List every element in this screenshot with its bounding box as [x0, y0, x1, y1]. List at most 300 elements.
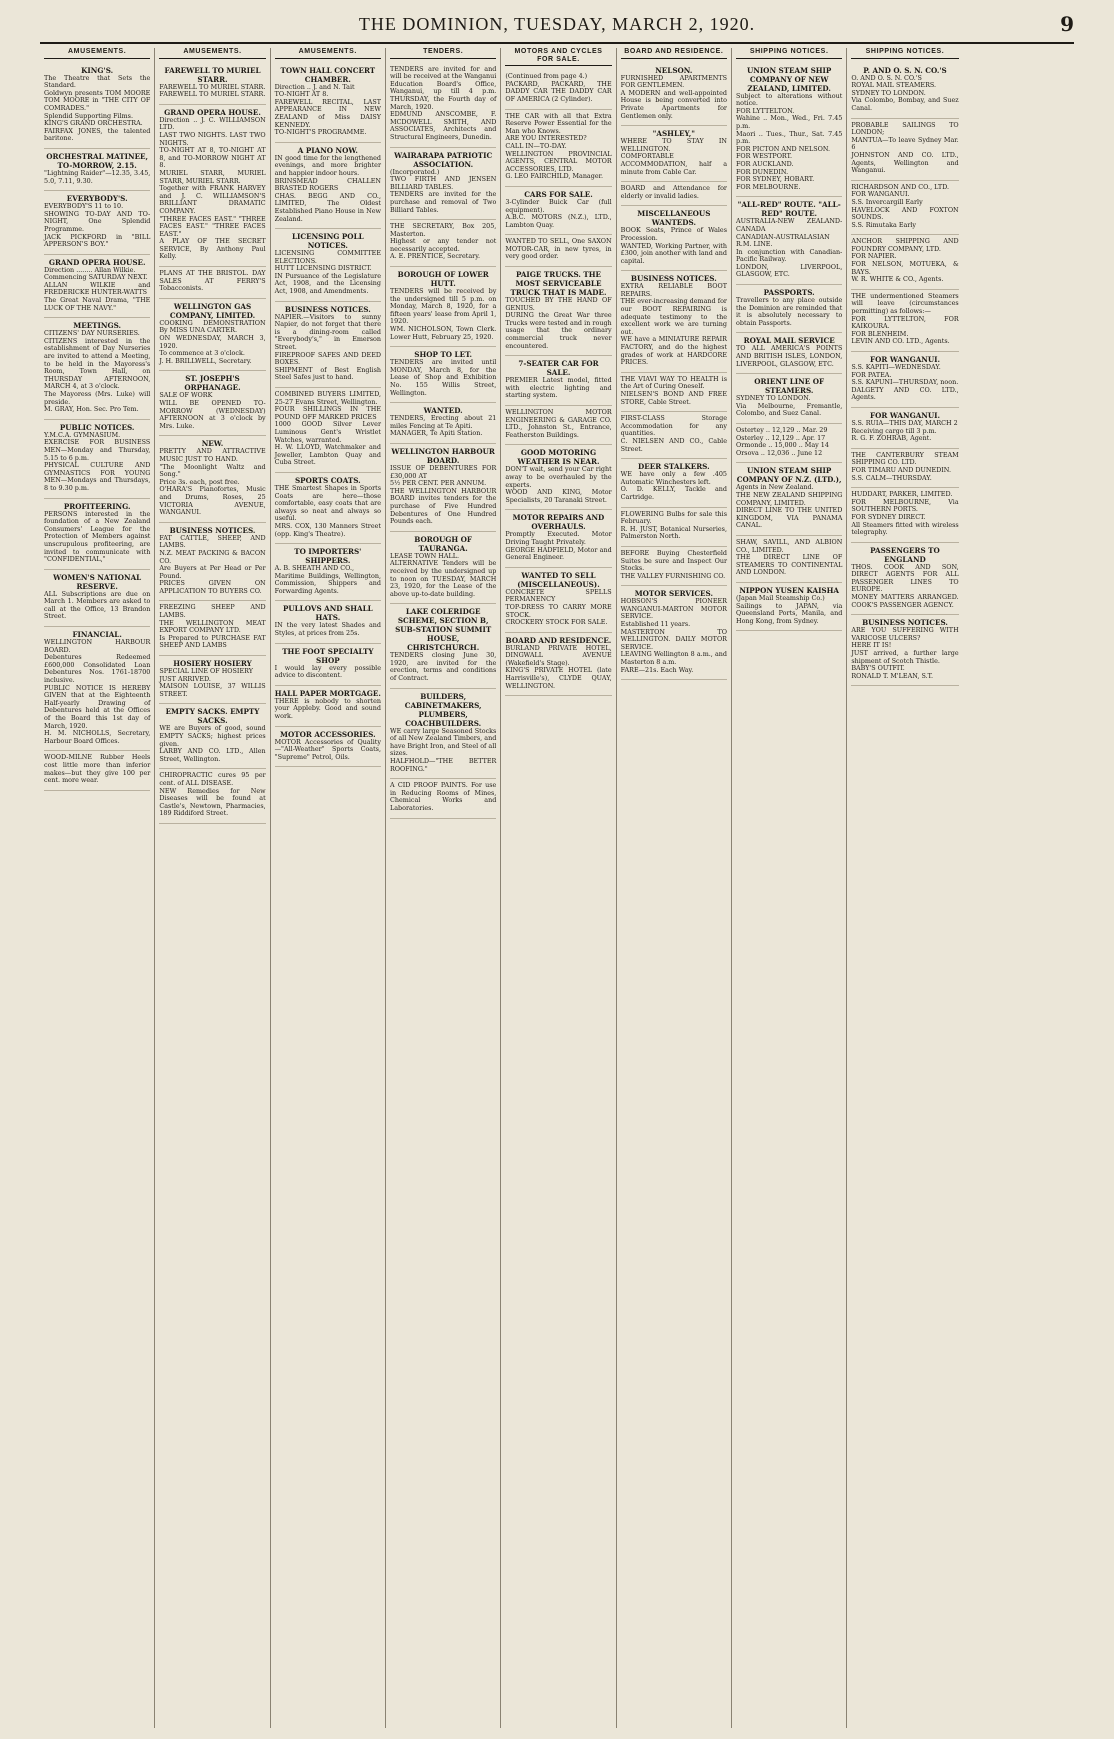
- ad-text: FOR DUNEDIN.: [736, 167, 789, 176]
- ad-text: Promptly Executed. Motor Driving Taught Privately.: [505, 530, 612, 546]
- ad-text: Ostertey .. 12,129 .. Mar. 29: [736, 426, 828, 434]
- ad-text: HUDDART, PARKER, LIMITED.: [851, 490, 953, 499]
- advertisement: [505, 267, 611, 356]
- ad-heading: WELLINGTON HARBOUR BOARD.: [391, 446, 495, 465]
- ad-heading: SHOP TO LET.: [414, 350, 473, 360]
- ad-text: SHIPMENT of Best English Steel Safes just to hand.: [274, 365, 381, 382]
- ad-text: "THREE FACES EAST." "THREE FACES EAST." "THREE FACES EAST.": [159, 214, 266, 238]
- ad-text: FURNISHED APARTMENTS FOR GENTLEMEN.: [620, 73, 727, 90]
- ad-text: 5½ PER CENT. PER ANNUM.: [390, 479, 487, 488]
- ad-text: EVERYBODY'S 11 to 10.: [44, 202, 124, 211]
- advertisement: [159, 299, 265, 372]
- ad-text: FOR SYDNEY DIRECT.: [851, 512, 926, 521]
- ad-text: EDMUND ANSCOMBE, F. MCDOWELL SMITH, AND ASSOCIATES, Architects and Structural Engineers, Dunedin.: [390, 110, 497, 141]
- ad-heading: ST. JOSEPH'S ORPHANAGE.: [184, 374, 241, 393]
- ad-heading: UNION STEAM SHIP COMPANY OF NEW ZEALAND, LIMITED.: [746, 65, 832, 93]
- advertisement: [736, 374, 842, 424]
- ad-text: Via Colombo, Bombay, and Suez Canal.: [851, 96, 959, 112]
- ad-text: Orsova .. 12,036 .. June 12: [736, 448, 823, 457]
- ad-text: DURING the Great War three Trucks were tested and in rough usage that the ordinary commercial truck never encountered.: [505, 311, 612, 350]
- ad-text: HERE IT IS!: [851, 641, 892, 650]
- advertisement: [851, 449, 958, 488]
- ad-text: FOR LYTTELTON, FOR KAIKOURA.: [851, 314, 959, 331]
- ad-text: TWO FIRTH AND JENSEN BILLIARD TABLES.: [390, 175, 497, 191]
- ad-heading: "ASHLEY,": [652, 129, 695, 139]
- ad-heading: WANTED.: [423, 406, 463, 416]
- ad-text: MANTUA—To leave Sydney Mar. 6: [851, 135, 959, 152]
- column-7: [732, 48, 847, 1728]
- advertisement: [390, 347, 496, 403]
- ad-text: G. LEO FAIRCHILD, Manager.: [505, 172, 604, 181]
- ad-text: Subject to alterations without notice.: [736, 91, 843, 108]
- ad-heading: PASSPORTS.: [763, 288, 815, 298]
- ad-text: WE are Buyers of good, sound EMPTY SACKS; highest prices given.: [159, 724, 266, 748]
- section-heading: SHIPPING NOTICES.: [736, 48, 842, 59]
- advertisement: [505, 356, 611, 406]
- ad-text: A. E. PRENTICE, Secretary.: [390, 252, 480, 261]
- ad-text: S.S. RUIA—THIS DAY, MARCH 2: [851, 418, 958, 427]
- ad-text: "The Moonlight Waltz and Song.": [159, 462, 266, 479]
- ad-text: Together with FRANK HARVEY and J. C. WILLIAMSON'S BRILLIANT DRAMATIC COMPANY.: [159, 184, 266, 215]
- ad-text: NIELSEN'S BOND AND FREE STORE, Cable Street.: [620, 390, 727, 406]
- ad-heading: NELSON.: [655, 65, 693, 75]
- advertisement: [390, 689, 496, 780]
- ad-text: FOR PATEA.: [851, 370, 892, 379]
- ad-text: BEFORE Buying Chesterfield Suites be sure and Inspect Our Stocks.: [620, 548, 727, 573]
- ad-heading: HALL PAPER MORTGAGE.: [274, 688, 381, 698]
- ad-text: Y.M.C.A. GYMNASIUM.: [44, 430, 121, 439]
- ad-text: RONALD T. M'LEAN, S.T.: [851, 671, 933, 680]
- ad-text: SYDNEY TO LONDON.: [851, 88, 926, 97]
- ad-text: Agents in New Zealand.: [736, 483, 814, 492]
- ad-text: FAREWELL TO MURIEL STARR.: [159, 90, 266, 99]
- ad-text: (Incorporated.): [390, 167, 440, 176]
- ad-text: FAIRFAX JONES, the talented baritone.: [44, 126, 151, 143]
- section-heading: AMUSEMENTS.: [44, 48, 150, 59]
- advertisement: [44, 627, 150, 751]
- ad-text: THE NEW ZEALAND SHIPPING COMPANY, LIMITED.: [736, 490, 843, 507]
- ad-text: The Theatre that Sets the Standard.: [44, 73, 151, 90]
- ad-text: BOOK Seats, Prince of Wales Procession.: [620, 226, 727, 242]
- ad-text: TO-NIGHT AT 8, TO-NIGHT AT 8, and TO-MORROW NIGHT AT 8.: [159, 146, 266, 170]
- ad-text: BOARD and Attendance for elderly or invalid ladies.: [620, 184, 727, 200]
- ad-text: Wahine .. Mon., Wed., Fri. 7.45 p.m.: [736, 114, 843, 130]
- advertisement: [851, 119, 958, 181]
- ad-heading: BOARD AND RESIDENCE.: [505, 635, 612, 645]
- ad-text: LEVIN AND CO. LTD., Agents.: [851, 337, 950, 346]
- ad-text: HALFHOLD—"THE BETTER ROOFING.": [390, 757, 497, 773]
- advertisement: [621, 63, 727, 127]
- ad-text: PREMIER Latest model, fitted with electric lighting and starting system.: [505, 376, 612, 400]
- ad-text: Are Buyers at Per Head or Per Pound.: [159, 564, 266, 580]
- ad-heading: MOTOR SERVICES.: [634, 589, 713, 599]
- column-2: [155, 48, 270, 1728]
- ad-text: LICENSING COMMITTEE ELECTIONS.: [274, 249, 381, 265]
- ad-heading: LICENSING POLL NOTICES.: [291, 232, 364, 251]
- ad-text: THOS. COOK AND SON, DIRECT AGENTS FOR ALL PASSENGER LINES TO EUROPE.: [851, 562, 959, 594]
- ad-text: HAVELOCK AND FOXTON SOUNDS.: [851, 205, 959, 222]
- ad-text: FARE—21s. Each Way.: [620, 665, 694, 674]
- advertisement: [851, 63, 958, 119]
- ad-text: FOR PICTON AND NELSON.: [736, 144, 831, 153]
- ad-text: FOR LYTTELTON.: [736, 106, 795, 115]
- ad-text: KING'S PRIVATE HOTEL (late Harrisville's), CLYDE QUAY, WELLINGTON.: [505, 666, 612, 690]
- ad-text: WANTED, Working Partner, with £300, join another with land and capital.: [620, 241, 727, 265]
- advertisement: [851, 290, 958, 352]
- advertisement: [621, 459, 727, 507]
- ad-text: NEW Remedies for New Diseases will be found at Castle's, Newtown, Pharmacies, 189 Riddiford Street.: [159, 786, 266, 818]
- ad-text: FOUR SHILLINGS IN THE POUND OFF MARKED PRICES: [274, 405, 381, 421]
- ad-text: Established 11 years.: [620, 620, 691, 629]
- ad-heading: PUBLIC NOTICES.: [59, 422, 135, 432]
- ad-text: TENDERS will be received by the undersigned till 5 p.m. on Monday, March 8, 1920, for a fifteen years' lease from April 1, 1920.: [390, 287, 497, 326]
- ad-text: FOR NAPIER.: [851, 252, 897, 261]
- ad-text: DON'T wait, send your Car right away to be overhauled by the experts.: [505, 465, 612, 489]
- ad-text: FOR SYDNEY, HOBART.: [736, 175, 815, 184]
- ad-heading: KING'S.: [81, 65, 114, 75]
- ad-text: WELLINGTON PROVINCIAL AGENTS, CENTRAL MOTOR ACCESSORIES, LTD.: [505, 149, 612, 173]
- ad-text: TENDERS closing June 30, 1920, are invited for the erection, terms and conditions of Contract.: [390, 651, 497, 683]
- ad-heading: FOR WANGANUI.: [869, 355, 940, 364]
- ad-text: CROCKERY STOCK FOR SALE.: [505, 618, 608, 627]
- ad-text: WOOD-MILNE Rubber Heels cost little more than inferior makes—but they give 100 per cent. more wear.: [44, 753, 151, 785]
- ad-heading: CARS FOR SALE.: [524, 189, 593, 199]
- ad-text: Splendid Supporting Films.: [44, 111, 133, 120]
- ad-heading: 7-SEATER CAR FOR SALE.: [518, 359, 599, 378]
- ad-text: FLOWERING Bulbs for sale this February.: [620, 509, 727, 526]
- advertisement: [275, 473, 381, 544]
- ad-text: BRINSMEAD CHALLEN BRASTED ROGERS: [274, 176, 381, 193]
- advertisement: [736, 536, 842, 583]
- ad-text: THE SECRETARY, Box 205, Masterton.: [390, 222, 497, 238]
- advertisement: [621, 126, 727, 182]
- advertisement: [44, 751, 150, 790]
- ad-text: SHOWING TO-DAY AND TO-NIGHT, One Splendid Programme.: [44, 209, 151, 233]
- ad-heading: NEW.: [201, 439, 224, 449]
- ad-text: LAST TWO NIGHTS. LAST TWO NIGHTS.: [159, 130, 266, 147]
- advertisement: [44, 191, 150, 255]
- ad-heading: PASSENGERS TO ENGLAND: [870, 545, 940, 564]
- ad-text: CALL IN—TO-DAY.: [505, 141, 567, 150]
- ad-text: Highest or any tender not necessarily accepted.: [390, 237, 497, 253]
- ad-text: BABY'S OUTFIT.: [851, 664, 905, 673]
- ad-heading: MISCELLANEOUS WANTEDS.: [637, 209, 711, 228]
- section-heading: AMUSEMENTS.: [159, 48, 265, 59]
- ad-text: MONEY MATTERS ARRANGED. COOK'S PASSENGER AGENCY.: [851, 593, 959, 609]
- advertisement: [505, 110, 611, 187]
- ad-text: WE carry large Seasoned Stocks of all New Zealand Timbers, and have Bright Iron, and Steel of all sizes.: [390, 726, 497, 758]
- ad-text: SYDNEY TO LONDON.: [736, 394, 811, 403]
- ad-text: O. D. KELLY, Tackle and Cartridge.: [620, 485, 727, 501]
- ad-text: FOR TIMARU AND DUNEDIN.: [851, 465, 952, 474]
- ad-heading: WELLINGTON GAS COMPANY, LIMITED.: [169, 301, 256, 320]
- ad-text: S.S. KAPUNI—THURSDAY, noon.: [851, 378, 959, 387]
- ad-text: ALL Subscriptions are due on March 1. Members are asked to call at the Office, 13 Brandon Street.: [44, 589, 151, 621]
- ad-heading: ROYAL MAIL SERVICE: [743, 336, 835, 346]
- ad-text: To commence at 3 o'clock.: [159, 349, 245, 358]
- advertisement: [275, 302, 381, 388]
- ad-heading: BUSINESS NOTICES.: [284, 304, 371, 314]
- ad-text: A. B. SHEATH AND CO.,: [274, 564, 355, 573]
- advertisement: [44, 149, 150, 191]
- ad-heading: ORIENT LINE OF STEAMERS.: [754, 377, 825, 396]
- ad-text: TO-NIGHT'S PROGRAMME.: [274, 128, 367, 137]
- section-heading: TENDERS.: [390, 48, 496, 59]
- ad-text: HOBSON'S PIONEER WANGANUI-MARTON MOTOR SERVICE.: [620, 597, 727, 621]
- ad-text: I would lay every possible advice to discontent.: [274, 663, 381, 680]
- ad-text: Ormonde .. 15,000 .. May 14: [736, 441, 829, 450]
- ad-heading: FOR WANGANUI.: [869, 410, 940, 420]
- ad-text: TENDERS are invited for and will be received at the Wanganui Education Board's Office, Wanganui, up till 4 p.m. THURSDAY, the Fourth day of March, 1920.: [390, 64, 497, 111]
- ad-heading: WANTED TO SELL (MISCELLANEOUS).: [517, 570, 600, 589]
- advertisement: [275, 601, 381, 643]
- ad-text: Sailings to JAPAN, via Queensland Ports, Manila, and Hong Kong, from Sydney.: [736, 601, 843, 625]
- ad-text: EXERCISE FOR BUSINESS MEN—Monday and Thursday, 5.15 to 6 p.m.: [44, 438, 151, 462]
- ad-text: 3-Cylinder Buick Car (full equipment).: [505, 197, 612, 214]
- page-number: 9: [1060, 12, 1074, 36]
- ad-text: TOP-DRESS TO CARRY MORE STOCK.: [505, 602, 612, 619]
- advertisement: [275, 143, 381, 229]
- ad-heading: TOWN HALL CONCERT CHAMBER.: [280, 65, 376, 84]
- advertisement: [159, 656, 265, 704]
- column-4: [386, 48, 501, 1728]
- ad-text: EXTRA RELIABLE BOOT REPAIRS.: [620, 282, 727, 298]
- advertisement: [44, 318, 150, 420]
- ad-text: Travellers to any place outside the Dominion are reminded that it is absolutely necessary to obtain Passports.: [736, 296, 843, 327]
- ad-text: FAREWELL RECITAL, LAST APPEARANCE IN NEW ZEALAND of Miss DAISY KENNEDY.: [274, 97, 381, 129]
- ad-text: "Lightning Raider"—12.35, 3.45, 5.0, 7.11, 9.30.: [44, 168, 151, 185]
- ad-text: (Continued from page 4.): [505, 72, 588, 81]
- advertisement: [505, 568, 611, 633]
- ad-text: WELLINGTON MOTOR ENGINEERING & GARAGE CO. LTD., Johnston St., Entrance, Featherston Buildings.: [505, 408, 612, 439]
- advertisement: [736, 463, 842, 536]
- ad-heading: LAKE COLERIDGE SCHEME, SECTION B, SUB-STATION SUMMIT HOUSE, CHRISTCHURCH.: [395, 607, 492, 653]
- ad-text: Direction .. J. C. WILLIAMSON LTD.: [159, 115, 266, 132]
- ad-text: BURLAND PRIVATE HOTEL, DINGWALL AVENUE (Wakefield's Stage).: [505, 643, 612, 667]
- ad-text: S.S. CALM—THURSDAY.: [851, 473, 932, 482]
- ad-text: JOHNSTON AND CO. LTD., Agents, Wellington and Wanganui.: [851, 150, 959, 175]
- ad-text: THE Smartest Shapes in Sports Coats are here—those comfortable, easy coats that are always so neat and always so useful.: [274, 483, 381, 523]
- ad-text: H. M. NICHOLLS, Secretary, Harbour Board Offices.: [44, 729, 151, 745]
- ad-text: TO-NIGHT AT 8.: [274, 90, 329, 99]
- advertisement: [44, 255, 150, 319]
- advertisement: [851, 235, 958, 290]
- ad-text: Direction ........ Allan Wilkie.: [44, 265, 136, 274]
- ad-heading: NIPPON YUSEN KAISHA: [739, 585, 839, 595]
- ad-text: IN Pursuance of the Legislature Act, 1908, and the Licensing Act, 1908, and Amendments.: [274, 271, 381, 296]
- ad-text: Debentures Redeemed £600,000 Consolidated Loan Debentures Nos. 1761-18700 inclusive.: [44, 653, 151, 685]
- ad-text: H. W. LLOYD, Watchmaker and Jeweller, Lambton Quay and Cuba Street.: [274, 443, 381, 467]
- ad-text: O'HARA'S Pianofortes, Music and Drums, Roses, 25 VICTORIA AVENUE, WANGANUI.: [159, 485, 266, 517]
- ad-heading: BOROUGH OF TAURANGA.: [414, 534, 473, 553]
- ad-text: ANCHOR SHIPPING AND FOUNDRY COMPANY, LTD.: [851, 237, 959, 253]
- advertisement: [736, 333, 842, 374]
- ad-text: A PLAY OF THE SECRET SERVICE, By Anthony Paul Kelly.: [159, 237, 266, 261]
- ad-text: PRICES GIVEN ON APPLICATION TO BUYERS CO.: [159, 579, 266, 595]
- ad-text: COMBINED BUYERS LIMITED, 25-27 Evans Street, Wellington.: [274, 390, 381, 406]
- ad-text: C. NIELSEN AND CO., Cable Street.: [620, 436, 727, 453]
- ad-heading: BUSINESS NOTICES.: [862, 618, 948, 628]
- ad-text: Goldwyn presents TOM MOORE TOM MOORE in "THE CITY OF COMRADES.": [44, 88, 151, 112]
- ad-heading: P. AND O. S. N. CO.'S: [863, 65, 947, 75]
- ad-text: S.S. KAPITI—WEDNESDAY.: [851, 363, 941, 371]
- ad-text: MANAGER, Te Apiti Station.: [390, 429, 483, 438]
- ad-text: PHYSICAL CULTURE AND GYMNASTICS FOR YOUNG MEN—Mondays and Thursdays, 8 to 9.30 p.m.: [44, 461, 151, 492]
- advertisement: [505, 406, 611, 445]
- ad-text: WANTED TO SELL, One SAXON MOTOR-CAR, in new tyres, in very good order.: [505, 237, 612, 261]
- ad-heading: UNION STEAM SHIP COMPANY OF N.Z. (LTD.),: [736, 466, 842, 485]
- ad-text: AUSTRALIA-NEW ZEALAND-CANADA: [736, 217, 843, 233]
- advertisement: [505, 70, 611, 109]
- advertisement: [159, 601, 265, 656]
- column-5: [501, 48, 616, 1728]
- ad-text: CHIROPRACTIC cures 95 per cent. of ALL DISEASE.: [159, 771, 266, 787]
- advertisement: [159, 267, 265, 299]
- ad-text: CANADIAN-AUSTRALASIAN R.M. LINE.: [736, 232, 830, 249]
- advertisement: [851, 543, 958, 616]
- ad-text: JUST ARRIVED.: [159, 674, 211, 683]
- ad-text: FIREPROOF SAFES AND DEED BOXES.: [274, 350, 381, 367]
- ad-text: THE VIAVI WAY TO HEALTH is the Art of Curing Oneself.: [620, 374, 727, 391]
- advertisement: [736, 583, 842, 631]
- ad-text: WE have only a few .405 Automatic Winchesters left.: [620, 470, 727, 486]
- ad-heading: DEER STALKERS.: [638, 462, 710, 472]
- ad-text: S.S. Invercargill Early: [851, 197, 923, 206]
- ad-heading: SPORTS COATS.: [294, 475, 361, 485]
- ad-text: J. H. BRILLWELL, Secretary.: [159, 356, 252, 365]
- ad-text: FOR AUCKLAND.: [736, 159, 794, 168]
- ad-text: DIRECT LINE TO THE UNITED KINGDOM, VIA PANAMA CANAL.: [736, 506, 843, 530]
- ad-text: Commencing SATURDAY NEXT.: [44, 273, 148, 282]
- ad-text: THE CANTERBURY STEAM SHIPPING CO. LTD.: [851, 450, 959, 467]
- ad-heading: BUSINESS NOTICES.: [630, 274, 717, 284]
- ad-heading: GOOD MOTORING WEATHER IS NEAR.: [517, 448, 600, 467]
- ad-text: SALE OF WORK: [159, 391, 213, 400]
- ad-text: CHAS. BEGG AND CO., LIMITED, The Oldest Established Piano House in New Zealand.: [274, 191, 381, 223]
- advertisement: [275, 686, 381, 727]
- ad-text: THERE is nobody to shorten your Appleby. Good and sound work.: [274, 696, 381, 721]
- ad-heading: "ALL-RED" ROUTE. "ALL-RED" ROUTE.: [737, 200, 841, 219]
- advertisement: [159, 523, 265, 602]
- ad-text: WELLINGTON HARBOUR BOARD.: [44, 638, 151, 654]
- ad-text: R. G. F. ZOHRAB, Agent.: [851, 434, 932, 443]
- ad-text: R. H. JUST, Botanical Nurseries, Palmerston North.: [620, 524, 727, 541]
- ad-text: PACKARD, PACKARD, THE DADDY CAR THE DADDY CAR OF AMERICA (2 Cylinder).: [505, 79, 612, 103]
- ad-text: WHERE TO STAY IN WELLINGTON.: [620, 137, 727, 153]
- advertisement: [44, 420, 150, 499]
- ad-text: Direction .. J. and N. Tait: [274, 82, 355, 91]
- advertisement: [390, 267, 496, 347]
- masthead: [40, 8, 1074, 44]
- advertisement: [390, 532, 496, 605]
- ad-text: THE WELLINGTON MEAT EXPORT COMPANY LTD.: [159, 618, 266, 635]
- ad-text: LARBY AND CO. LTD., Allen Street, Wellington.: [159, 747, 266, 763]
- advertisement: [275, 644, 381, 686]
- ad-text: M. GRAY, Hon. Sec. Pro Tem.: [44, 405, 139, 414]
- ad-text: Is Prepared to PURCHASE FAT SHEEP AND LAMBS: [159, 633, 266, 650]
- advertisement: [736, 197, 842, 285]
- ad-text: PLANS AT THE BRISTOL. DAY SALES AT FERRY'S Tobacconists.: [159, 269, 266, 293]
- ad-text: COOKING DEMONSTRATION By MISS UNA CARTER.: [159, 318, 266, 335]
- ad-text: TENDERS are invited until MONDAY, March 8, for the Lease of Shop and Exhibition No. 155 Willis Street, Wellington.: [390, 358, 497, 397]
- advertisement: [621, 508, 727, 547]
- ad-heading: MEETINGS.: [73, 321, 122, 331]
- advertisement: [505, 187, 611, 235]
- ad-text: S.S. Rimutaka Early: [851, 220, 917, 229]
- ad-text: Osterley .. 12,129 .. Apr. 17: [736, 433, 826, 442]
- ad-heading: EMPTY SACKS. EMPTY SACKS.: [165, 707, 260, 726]
- ad-text: FIRST-CLASS Storage Accommodation for any quantities.: [620, 414, 727, 438]
- ad-text: ISSUE OF DEBENTURES FOR £30,000 AT: [390, 463, 497, 480]
- ad-text: IN good time for the lengthened evenings, and more brighter and happier indoor hours.: [274, 153, 381, 177]
- ad-heading: PAIGE TRUCKS. THE MOST SERVICEABLE TRUCK THAT IS MADE.: [510, 270, 607, 298]
- ad-text: FAREWELL TO MURIEL STARR.: [159, 82, 266, 91]
- ad-heading: PROFITEERING.: [63, 501, 131, 511]
- ad-text: CITIZENS interested in the establishment of Day Nurseries are invited to attend a Meeting, to be held in the Mayoress's Room, Town Hall, on THURSDAY AFTERNOON, MARCH 4, at 3 o'clock.: [44, 336, 151, 391]
- ad-text: A MODERN and well-appointed House is being converted into Private Apartments for Gentlemen only.: [620, 88, 727, 120]
- ad-text: TO ALL AMERICA'S POINTS AND BRITISH ISLES, LONDON, LIVERPOOL, GLASGOW, ETC.: [736, 344, 843, 368]
- advertisement: [390, 444, 496, 532]
- ad-text: LEAVING Wellington 8 a.m., and Masterton 8 a.m.: [620, 650, 727, 667]
- ad-text: JACK PICKFORD in "BILL APPERSON'S BOY.": [44, 232, 151, 249]
- advertisement: [621, 586, 727, 680]
- ad-text: THE WELLINGTON HARBOUR BOARD invites tenders for the purchase of Five Hundred Debentures of One Hundred Pounds each.: [390, 486, 497, 526]
- ad-heading: MOTOR REPAIRS AND OVERHAULS.: [512, 513, 605, 532]
- advertisement: [505, 510, 611, 567]
- advertisement: [390, 604, 496, 688]
- advertisement: [159, 704, 265, 769]
- ad-text: ALTERNATIVE Tenders will be received by the undersigned up to noon on TUESDAY, MARCH 23, 1920, for the Lease of the above up-to-date building.: [390, 559, 497, 598]
- advertisement: [159, 371, 265, 436]
- column-8: [847, 48, 962, 1728]
- ad-text: NAPIER.—Visitors to sunny Napier, do not forget that there is a dining-room called "Everybody's," in Emerson Street.: [274, 312, 381, 352]
- ad-heading: WOMEN'S NATIONAL RESERVE.: [53, 572, 142, 591]
- advertisement: [736, 63, 842, 198]
- ad-text: JUST arrived, a further large shipment of Scotch Thistle.: [851, 649, 959, 665]
- ad-text: FOR BLENHEIM.: [851, 329, 909, 338]
- ad-heading: TO IMPORTERS' SHIPPERS.: [294, 547, 362, 566]
- ad-text: PERSONS interested in the foundation of a New Zealand Consumers' League for the Protection of Members against unscrupulous profiteering, are invited to communicate with "CONFIDENTIAL,": [44, 509, 151, 564]
- advertisement: [390, 148, 496, 221]
- advertisement: [621, 182, 727, 206]
- ad-text: ON WEDNESDAY, MARCH 3, 1920.: [159, 334, 266, 350]
- ad-text: SHAW, SAVILL, AND ALBION CO., LIMITED.: [736, 537, 843, 554]
- advertisement: [736, 424, 842, 463]
- ad-text: ROYAL MAIL STEAMERS.: [851, 81, 937, 90]
- advertisement: [505, 633, 611, 697]
- advertisement: [275, 229, 381, 302]
- advertisement: [621, 412, 727, 459]
- advertisement: [621, 271, 727, 373]
- ad-text: PRETTY AND ATTRACTIVE MUSIC JUST TO HAND.: [159, 447, 266, 463]
- ad-text: Price 3s. each, post free.: [159, 477, 240, 486]
- advertisement: [390, 403, 496, 444]
- ad-heading: THE FOOT SPECIALTY SHOP: [282, 646, 374, 665]
- ad-text: O. AND O. S. N. CO.'S: [851, 73, 922, 82]
- ad-text: THE DIRECT LINE OF STEAMERS TO CONTINENTAL AND LONDON.: [736, 553, 843, 577]
- ad-text: RICHARDSON AND CO., LTD.: [851, 182, 950, 191]
- advertisement: [851, 488, 958, 543]
- ad-text: WM. NICHOLSON, Town Clerk. Lower Hutt, February 25, 1920.: [390, 325, 497, 341]
- ad-text: ALLAN WILKIE and FREDERICKE HUNTER-WATTS: [44, 280, 151, 297]
- ad-text: The Mayoress (Mrs. Luke) will preside.: [44, 390, 151, 406]
- ad-text: THE VALLEY FURNISHING CO.: [620, 571, 726, 580]
- ad-text: TENDERS are invited for the purchase and removal of Two Billiard Tables.: [390, 190, 497, 214]
- ad-text: KING'S GRAND ORCHESTRA.: [44, 119, 143, 128]
- ad-text: 1000 GOOD Silver Lever Luminous Gent's Wristlet Watches, warranted.: [274, 420, 381, 444]
- advertisement: [736, 285, 842, 333]
- ad-text: LONDON, LIVERPOOL, GLASGOW, ETC.: [736, 262, 843, 279]
